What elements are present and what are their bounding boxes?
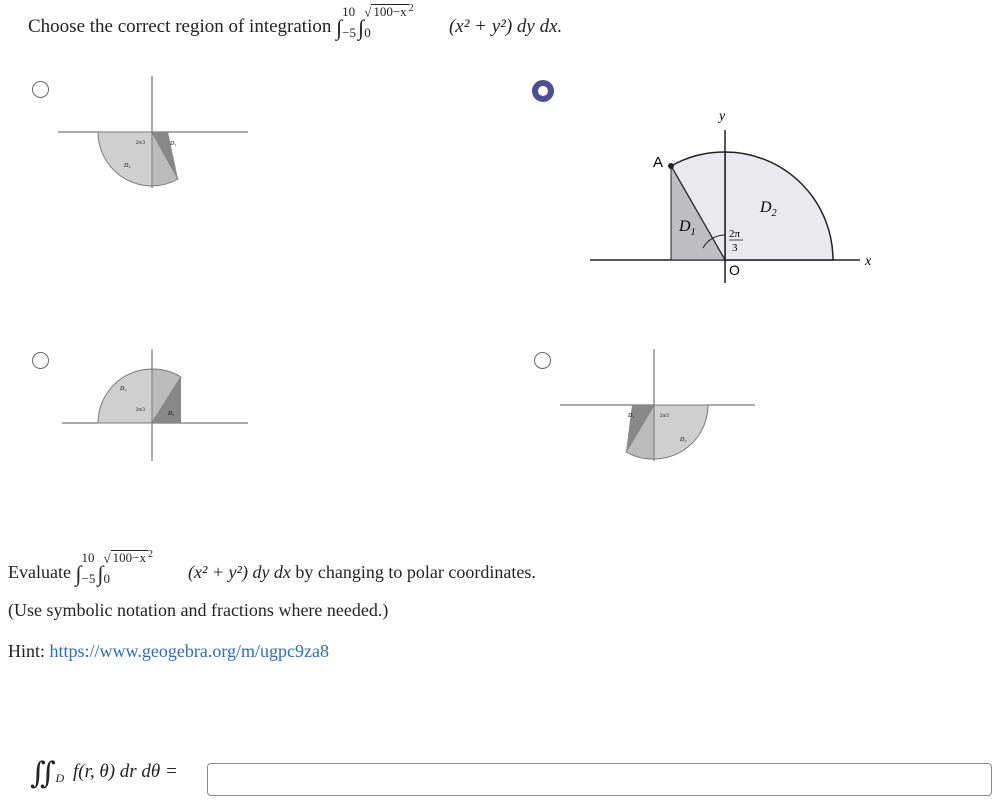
opt-a-d1: D₁ [170,141,177,147]
opt-b-y-label: y [719,109,726,124]
opt-d-d2: D₂ [680,437,687,443]
opt-b-x-label: x [865,254,872,269]
question-prefix: Choose the correct region of integration [28,16,332,37]
opt-b-angle-num: 2π [729,228,741,240]
opt-b-d1: $D_1$ [679,218,696,238]
hint-link[interactable]: https://www.geogebra.org/m/ugpc9za8 [49,641,329,661]
opt-c-angle: 2π/3 [136,408,145,413]
opt-c-d2: D₂ [120,386,127,392]
opt-b-point-a: A [653,154,664,171]
option-a-figure[interactable] [58,72,250,192]
question-text: Choose the correct region of integration ∫ 10 −5 ∫ √ 100−x $^2$ 0 (x² + y²) dy dx. [28,3,563,40]
answer-lhs: $∬_D$ f(r, θ) dr dθ = [30,757,178,790]
opt-a-d2: D₂ [124,163,131,169]
note-text: (Use symbolic notation and fractions where needed.) [8,600,389,620]
evaluate-text: Evaluate ∫ 10 −5 ∫ √ 100−x $^2$ 0 (x² + y²) dy dx by changing to polar coordinates. [8,549,536,586]
opt-b-d2: $D_2$ [760,199,777,219]
opt-a-angle: 2π/3 [136,141,145,146]
opt-d-d1: D₁ [628,413,635,419]
outer-upper-limit: 10 [342,4,356,19]
option-b-figure[interactable] [585,105,885,285]
question-integrand: (x² + y²) dy dx. [448,16,563,37]
answer-input[interactable] [207,763,992,796]
opt-b-angle-den: 3 [732,242,738,254]
inner-lower-limit: 0 [364,25,371,40]
option-c-radio[interactable] [32,352,49,369]
option-c-figure[interactable] [58,345,250,465]
option-d-radio[interactable] [534,352,551,369]
option-a-radio[interactable] [32,81,49,98]
opt-b-origin-label: O [729,262,740,278]
opt-c-d1: D₁ [168,411,175,417]
inner-upper-radicand: 100−x [373,4,407,20]
option-b-radio[interactable] [532,80,554,102]
hint-line: Hint: https://www.geogebra.org/m/ugpc9za8 [8,641,329,661]
option-d-figure[interactable] [560,345,760,465]
opt-d-angle: 2π/3 [660,414,669,419]
outer-lower-limit: −5 [342,25,356,40]
